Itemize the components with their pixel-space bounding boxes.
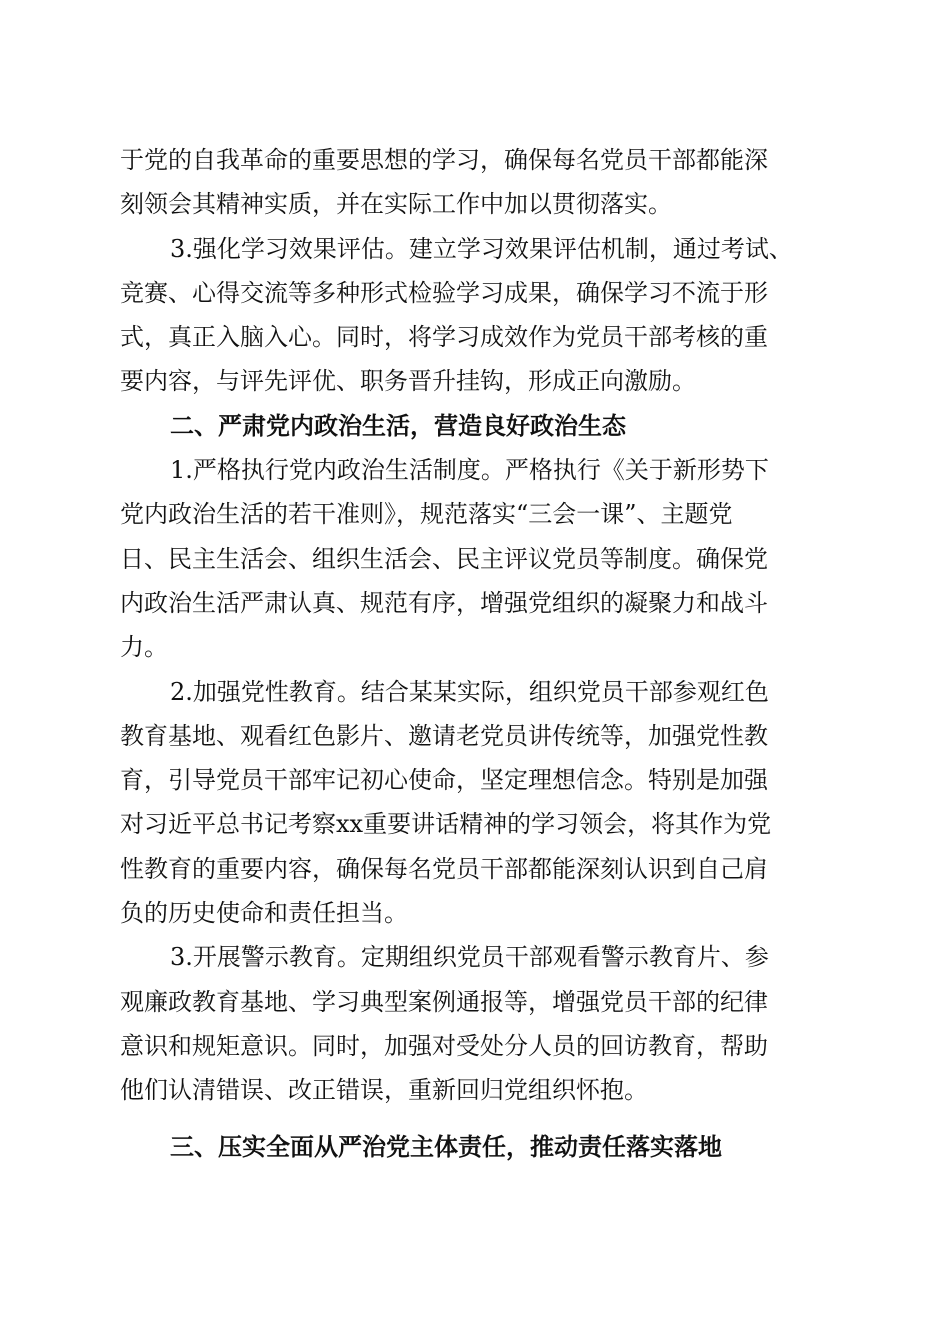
- section-heading-3: 三、压实全面从严治党主体责任，推动责任落实落地: [170, 1132, 722, 1161]
- paragraph-line: 3.强化学习效果评估。建立学习效果评估机制，通过考试、: [170, 234, 793, 263]
- paragraph-line: 刻领会其精神实质，并在实际工作中加以贯彻落实。: [120, 190, 672, 219]
- paragraph-line: 党内政治生活的若干准则》，规范落实“三会一课”、主题党: [120, 500, 733, 529]
- section-gap: [120, 1113, 840, 1125]
- paragraph-line: 3.开展警示教育。定期组织党员干部观看警示教育片、参: [170, 943, 769, 972]
- paragraph-line: 育，引导党员干部牢记初心使命，坚定理想信念。特别是加强: [120, 766, 768, 795]
- paragraph-line: 竞赛、心得交流等多种形式检验学习成果，确保学习不流于形: [120, 278, 768, 307]
- paragraph-line: 2.加强党性教育。结合某某实际，组织党员干部参观红色: [170, 677, 769, 706]
- paragraph-line: 内政治生活严肃认真、规范有序，增强党组织的凝聚力和战斗: [120, 588, 768, 617]
- paragraph-line: 观廉政教育基地、学习典型案例通报等，增强党员干部的纪律: [120, 987, 768, 1016]
- paragraph-line: 于党的自我革命的重要思想的学习，确保每名党员干部都能深: [120, 146, 768, 174]
- paragraph-line: 要内容，与评先评优、职务晋升挂钩，形成正向激励。: [120, 367, 696, 396]
- paragraph-line: 他们认清错误、改正错误，重新回归党组织怀抱。: [120, 1076, 648, 1105]
- paragraph-line: 1.严格执行党内政治生活制度。严格执行《关于新形势下: [170, 456, 769, 485]
- paragraph-line: 日、民主生活会、组织生活会、民主评议党员等制度。确保党: [120, 544, 768, 573]
- document-body: [120, 138, 840, 1169]
- paragraph-line: 负的历史使命和责任担当。: [120, 899, 408, 928]
- paragraph-line: 式，真正入脑入心。同时，将学习成效作为党员干部考核的重: [120, 323, 768, 352]
- paragraph-line: 对习近平总书记考察xx重要讲话精神的学习领会，将其作为党: [120, 810, 772, 839]
- paragraph-line: 意识和规矩意识。同时，加强对受处分人员的回访教育，帮助: [120, 1031, 768, 1060]
- section-heading-2: 二、严肃党内政治生活，营造良好政治生态: [170, 411, 626, 440]
- paragraph-line: 教育基地、观看红色影片、邀请老党员讲传统等，加强党性教: [120, 721, 768, 750]
- paragraph-line: 力。: [120, 633, 168, 662]
- paragraph-line: 性教育的重要内容，确保每名党员干部都能深刻认识到自己肩: [120, 854, 768, 883]
